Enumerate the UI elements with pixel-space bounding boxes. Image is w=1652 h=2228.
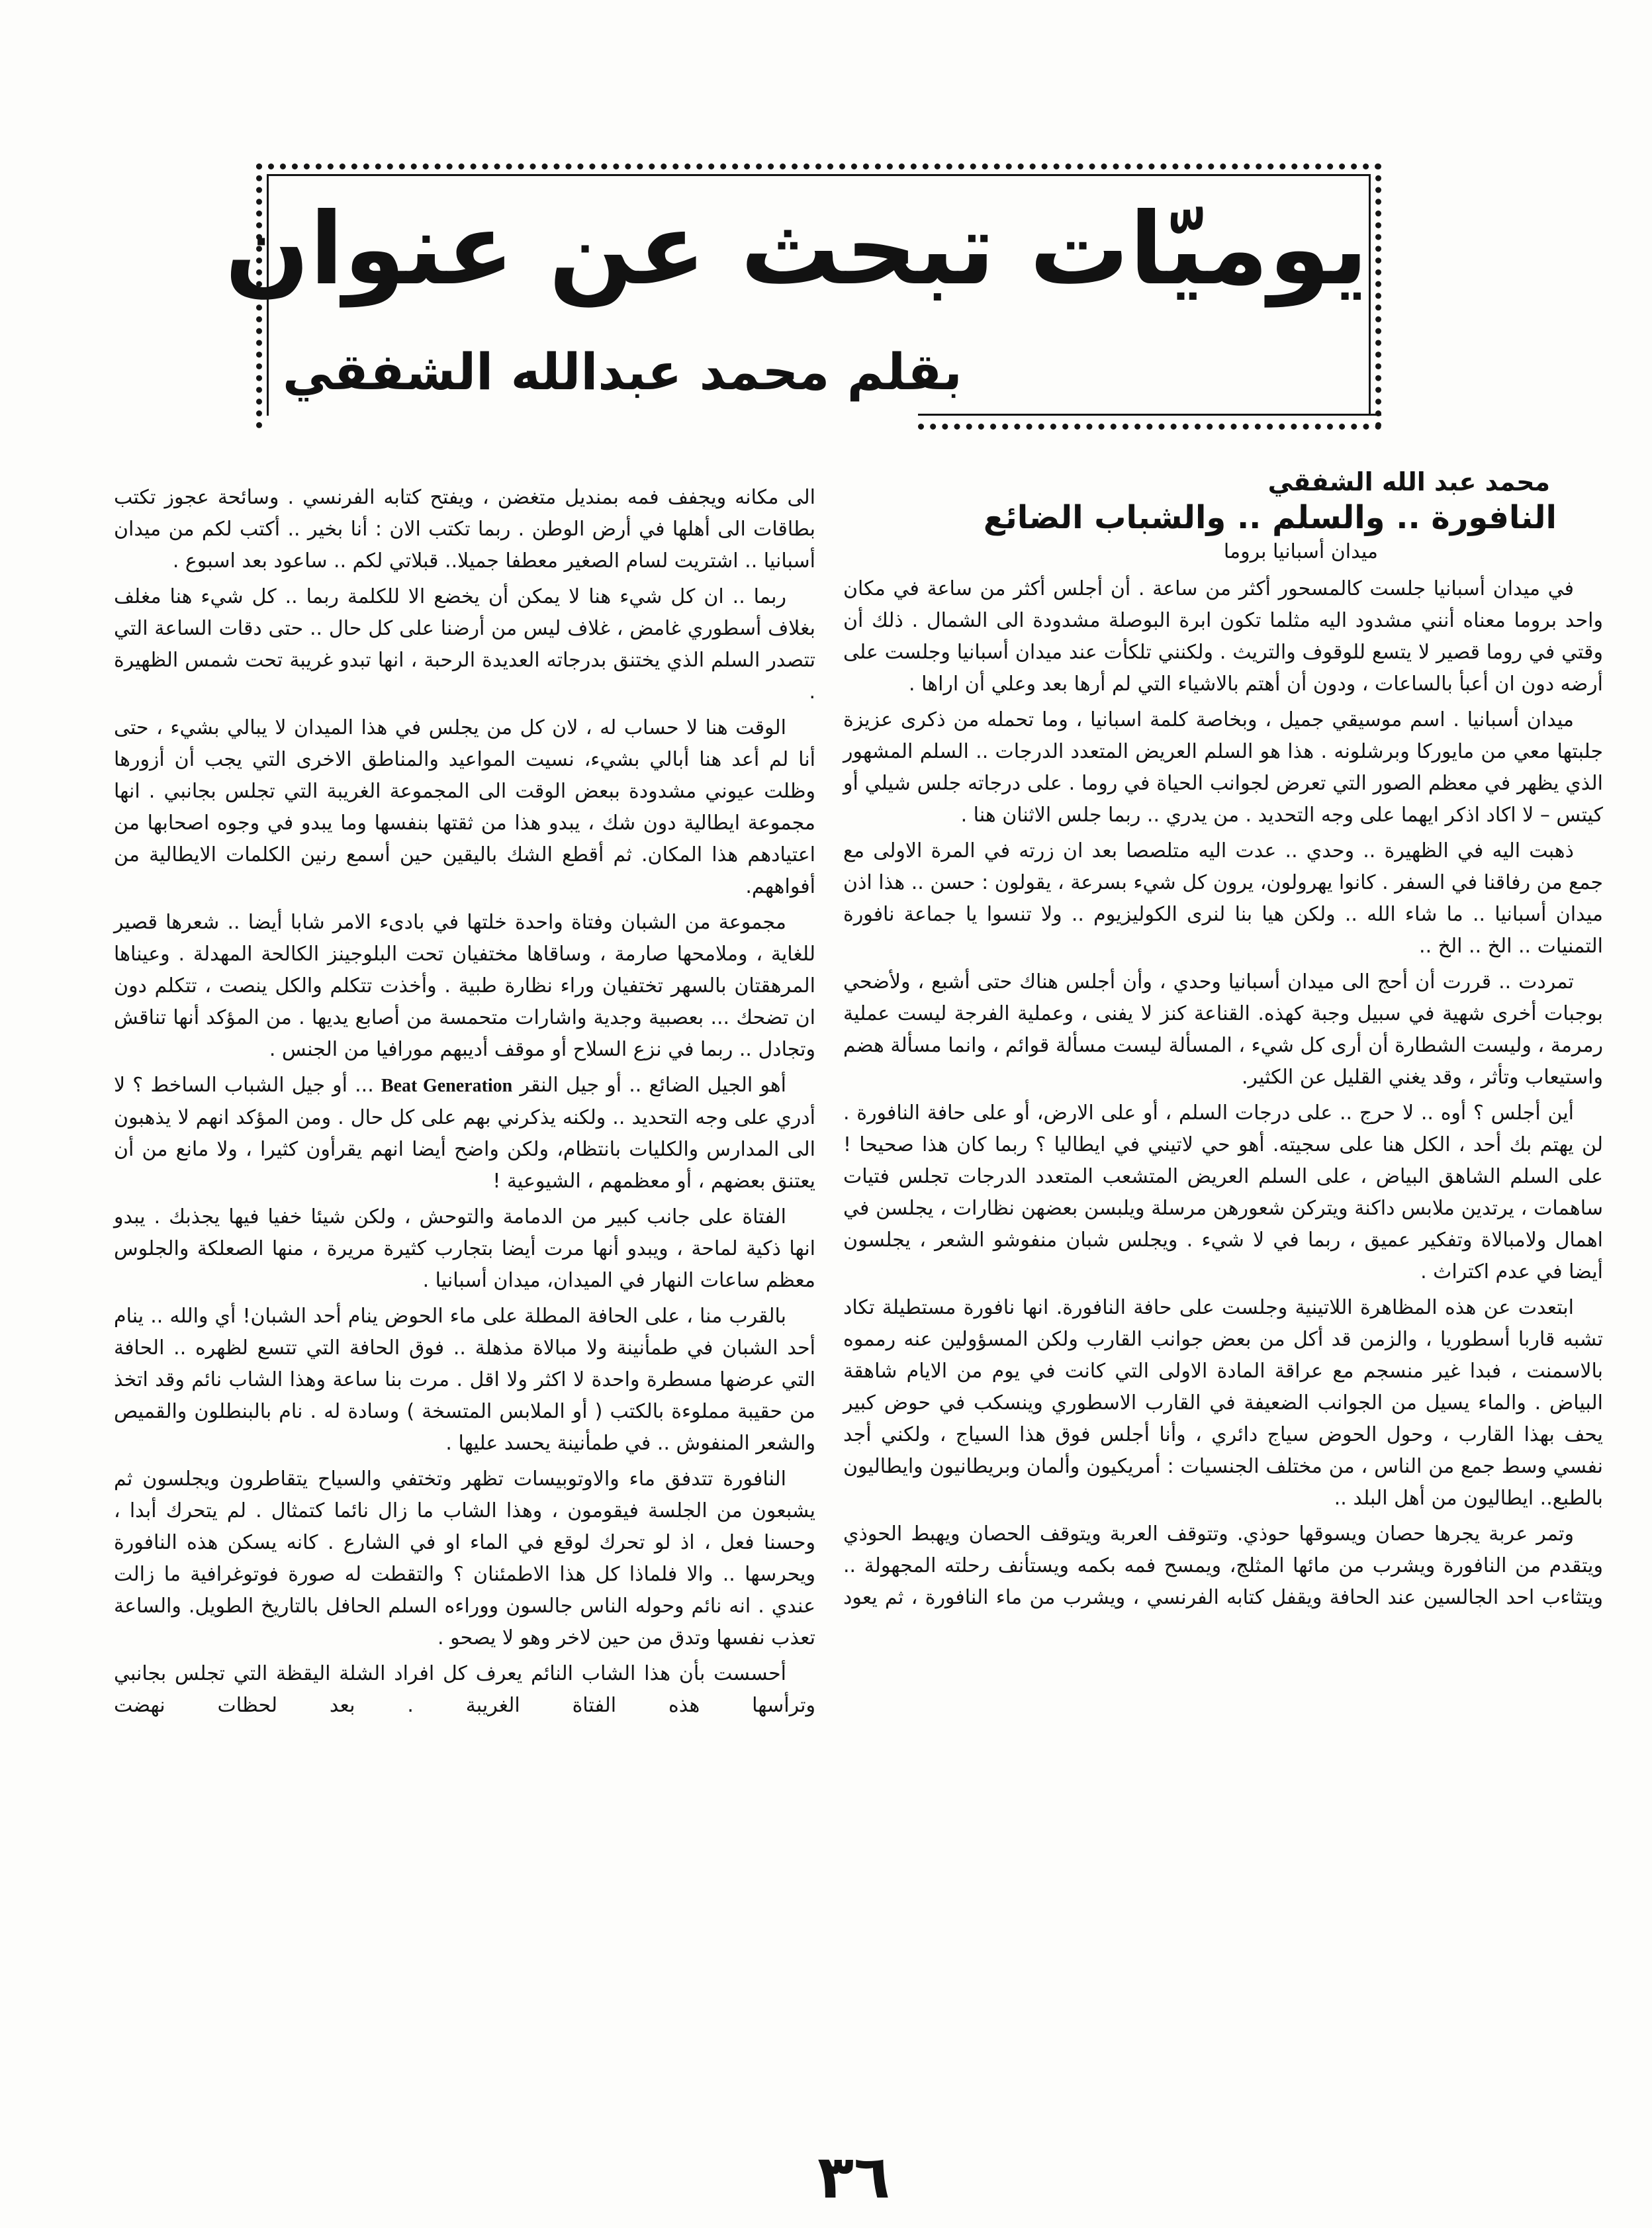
- article-dateline: ميدان أسبانيا بروما: [1223, 540, 1378, 563]
- paragraph: تمردت .. قررت أن أحج الى ميدان أسبانيا وحدي ، وأن أجلس هناك حتى أشبع ، ولأضحي بوجبات أخرى شهية في سبيل وجبة كهذه. القناعة كنز لا يفنى ، وعملية الفرجة ليست عملية رمرمة ، وليست الشطارة أن أرى كل شيء ، المسألة ليست مسألة قوائم ، وانما مسألة هضم واستيعاب وتأثر ، وقد يغني القليل عن الكثير.: [843, 970, 1603, 1089]
- title-frame: [224, 163, 1381, 428]
- paragraph: أين أجلس ؟ أوه .. لا حرج .. على درجات السلم ، أو على الارض، أو على حافة النافورة . لن يهتم بك أحد ، الكل هنا على سجيته. أهو حي لاتيني في ايطاليا ؟ ربما كان هذا صحيحا ! على السلم الشاهق البياض ، على السلم العريض المتشعب المتعدد الدرجات تجلس فتيات ساهمات ، يرتدين ملابس داكنة ويتركن شعورهن مرسلة ويلبسن بعضهن نظارات ، يجلسن في اهمال ولامبالاة وتفكير عميق ، ربما في لا شيء . ويجلس شبان منفوشو الشعر ، يجلسون أيضا في عدم اكتراث .: [843, 1101, 1603, 1283]
- paragraph: وتمر عربة يجرها حصان ويسوقها حوذي. وتتوقف العربة ويتوقف الحصان ويهبط الحوذي ويتقدم من النافورة ويشرب من مائها المثلج، ويمسح فمه بكمه ويستأنف رحلته المجهولة .. ويتثاءب احد الجالسين عند الحافة ويقفل كتابه الفرنسي ، ويشرب من ماء النافورة ، ثم يعود: [843, 1522, 1603, 1609]
- right-column: [843, 466, 1603, 1618]
- paragraph: ميدان أسبانيا . اسم موسيقي جميل ، وبخاصة كلمة اسبانيا ، وما تحمله من ذكرى عزيزة جلبتها معي من مايوركا وبرشلونه . هذا هو السلم العريض المتعدد الدرجات .. السلم المشهور الذي يظهر في معظم الصور التي تعرض لجوانب الحياة في روما . على درجاته جلس شيلي أو كيتس – لا اكاد اذكر ايهما على وجه التحديد . من يدري .. ربما جلس الاثنان هنا .: [843, 708, 1603, 827]
- paragraph: الفتاة على جانب كبير من الدمامة والتوحش ، ولكن شيئا خفيا فيها يجذبك . يبدو انها ذكية لماحة ، ويبدو أنها مرت أيضا بتجارب كثيرة مريرة ، منها الصعلكة والجلوس معظم ساعات النهار في الميدان، ميدان أسبانيا .: [114, 1205, 815, 1292]
- paragraph: بالقرب منا ، على الحافة المطلة على ماء الحوض ينام أحد الشبان! أي والله .. ينام أحد الشبان في طمأنينة ولا مبالاة مذهلة .. فوق الحافة التي تتسع لظهره .. الحافة التي عرضها مسطرة واحدة لا اكثر ولا اقل . مرت بنا ساعة وهذا الشاب نائم وقد اتخذ من حقيبة مملوءة بالكتب ( أو الملابس المتسخة ) وسادة له . نام بالبنطلون والقميص والشعر المنفوش .. في طمأنينة يحسد عليها .: [114, 1305, 815, 1455]
- left-column: [114, 482, 815, 1726]
- article-headline: النافورة .. والسلم .. والشباب الضائع: [983, 499, 1557, 536]
- paragraph: في ميدان أسبانيا جلست كالمسحور أكثر من ساعة . أن أجلس أكثر من ساعة في مكان واحد بروما معناه أنني مشدود اليه مثلما تكون ابرة البوصلة مشدودة الى الشمال . ذلك أن وقتي في روما قصير لا يتسع للوقوف والتريث . ولكنني تلكأت عند ميدان أسبانيا وجلست على أرضه دون ان أعبأ بالساعات ، ودون أن أهتم بالاشياء التي لم أرها بعد وعلي أن اراها .: [843, 577, 1603, 696]
- paragraph: أحسست بأن هذا الشاب النائم يعرف كل افراد الشلة اليقظة التي تجلس بجانبي وترأسها هذه الفتاة الغريبة . بعد لحظات نهضت: [114, 1662, 815, 1717]
- beat-generation-term: Beat Generation: [381, 1076, 513, 1096]
- paragraph: مجموعة من الشبان وفتاة واحدة خلتها في بادىء الامر شابا أيضا .. شعرها قصير للغاية ، وملامحها صارمة ، وساقاها مختفيان تحت البلوجينز الكالحة المهدلة . وعيناها المرهقتان بالسهر تختفيان وراء نظارة طبية . وأخذت تتكلم والكل ينصت ، تتكلم دون ان تضحك ... بعصبية وجدية واشارات متحمسة من أصابع يديها . من المؤكد أنها تناقش وتجادل .. ربما في نزع السلاح أو موقف أديبهم مورافيا من الجنس .: [114, 911, 815, 1061]
- page-number: ٣٦: [817, 2143, 890, 2212]
- paragraph: ابتعدت عن هذه المظاهرة اللاتينية وجلست على حافة النافورة. انها نافورة مستطيلة تكاد تشبه قاربا أسطوريا ، والزمن قد أكل من بعض جوانب القارب ولكن المسؤولين عنه رمموه بالاسمنت ، فبدا غير منسجم مع عراقة المادة الاولى التي كانت في يوم من الايام شاهقة البياض . والماء يسيل من الجوانب الضعيفة في القارب الاسطوري وينسكب في حوض كبير يحف بهذا القارب ، وحول الحوض سياج دائري ، وأنا أجلس فوق هذا السياج ، ولكني أجد نفسي وسط جمع من الناس ، من مختلف الجنسيات : أمريكيون وألمان وبريطانيون وايطاليون بالطبع.. ايطاليون من أهل البلد ..: [843, 1296, 1603, 1510]
- page-title: يوميّات تبحث عن عنوان: [224, 192, 1368, 307]
- beat-rest-text: ... أو جيل الشباب الساخط ؟ لا أدري على وجه التحديد .. ولكنه يذكرني بهم على كل حال . ومن المؤكد انهم لا يذهبون الى المدارس والكليات بانتظام، ولكن واضح أيضا انهم يقرأون كثيرا ، ولا مانع من أن يعتنق بعضهم ، أو معظمهم ، الشيوعية !: [114, 1074, 815, 1193]
- frame-bottom-border: [918, 414, 1381, 430]
- byline: بقلم محمد عبدالله الشفقي: [283, 342, 962, 401]
- paragraph: النافورة تتدفق ماء والاوتوبيسات تظهر وتختفي والسياح يتقاطرون ويجلسون ثم يشبعون من الجلسة فيقومون ، وهذا الشاب ما زال نائما كتمثال . لم يتحرك أبدا ، وحسنا فعل ، اذ لو تحرك لوقع في الماء او في الشارع . كانه يسكن هذه النافورة ويحرسها .. والا فلماذا كل هذا الاطمئنان ؟ والتقطت له صورة فوتوغرافية ما زالت عندي . انه نائم وحوله الناس جالسون ووراءه السلم الحافل بالتاريخ الطويل. والساعة تعذب نفسها وتدق من حين لاخر وهو لا يصحو .: [114, 1467, 815, 1649]
- paragraph: الوقت هنا لا حساب له ، لان كل من يجلس في هذا الميدان لا يبالي بشيء ، حتى أنا لم أعد هنا أبالي بشيء، نسيت المواعيد والمناطق الاخرى التي يجب أن أزورها وظلت عيوني مشدودة ببعض الوقت الى المجموعة الغريبة التي تجلس بجانبي . انها مجموعة ايطالية دون شك ، يبدو هذا من ثقتها بنفسها وما يبدو في وجوه اصحابها من اعتيادهم هذا المكان. ثم أقطع الشك باليقين حين أسمع رنين الكلمات الايطالية من أفواههم.: [114, 716, 815, 898]
- beat-lead-text: أهو الجيل الضائع .. أو جيل النقر: [520, 1074, 786, 1097]
- article-author: محمد عبد الله الشفقي: [1267, 467, 1550, 496]
- paragraph: ذهبت اليه في الظهيرة .. وحدي .. عدت اليه متلصصا بعد ان زرته في المرة الاولى مع جمع من رفاقنا في السفر . كانوا يهرولون، يرون كل شيء بسرعة ، يقولون : حسن .. هذا اذن ميدان أسبانيا .. ما شاء الله .. ولكن هيا بنا لنرى الكوليزيوم .. ولا تنسوا يا جماعة نافورة التمنيات .. الخ .. الخ ..: [843, 839, 1603, 958]
- paragraph: ربما .. ان كل شيء هنا لا يمكن أن يخضع الا للكلمة ربما .. كل شيء هنا مغلف بغلاف أسطوري غامض ، غلاف ليس من أرضنا على كل حال .. حتى دقات الساعة التي تتصدر السلم الذي يختنق بدرجاته العديدة الرحبة ، انها تبدو غريبة تحت شمس الظهيرة .: [114, 585, 815, 704]
- paragraph: الى مكانه ويجفف فمه بمنديل متغضن ، ويفتح كتابه الفرنسي . وسائحة عجوز تكتب بطاقات الى أهلها في أرض الوطن . ربما تكتب الان : أنا بخير .. أكتب لكم من ميدان أسبانيا .. اشتريت لسام الصغير معطفا جميلا.. قبلاتي لكم .. ساعود بعد اسبوع .: [114, 486, 815, 573]
- paragraph-beat-generation: [114, 1070, 815, 1197]
